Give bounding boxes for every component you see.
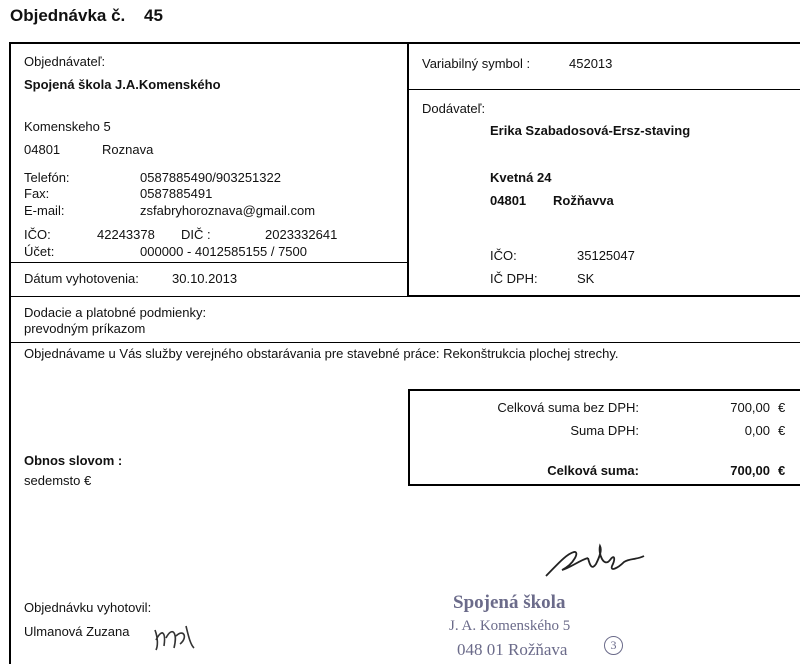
stamp-line-3: 048 01 Rožňava [457, 640, 568, 659]
grand-total-label: Celková suma: [547, 463, 639, 478]
supplier-city: Rožňavva [553, 193, 614, 208]
vat-value: 0,00 [744, 423, 770, 438]
divider-date [10, 262, 408, 263]
orderer-heading: Objednávateľ: [24, 54, 106, 69]
vat-currency: € [778, 423, 786, 438]
supplier-icdph-value: SK [577, 271, 595, 286]
issuer-signature [150, 618, 200, 654]
account-label: Účet: [24, 244, 55, 259]
orderer-ico-label: IČO: [24, 227, 51, 242]
phone-value: 0587885490/903251322 [140, 170, 281, 185]
issuer-label: Objednávku vyhotovil: [24, 600, 152, 615]
frame-left [9, 42, 11, 664]
order-number: 45 [144, 6, 163, 25]
variable-symbol-label: Variabilný symbol : [422, 56, 531, 71]
frame-top [9, 42, 800, 44]
supplier-street: Kvetná 24 [490, 170, 552, 185]
email-value: zsfabryhoroznava@gmail.com [140, 203, 316, 218]
grand-total-currency: € [778, 463, 786, 478]
supplier-heading: Dodávateľ: [422, 101, 486, 116]
divider-terms [10, 342, 800, 343]
supplier-signature [540, 540, 660, 584]
order-title [10, 6, 163, 26]
orderer-ico-value: 42243378 [97, 227, 155, 242]
net-total-value: 700,00 [730, 400, 770, 415]
order-title-label: Objednávka č. [10, 6, 126, 25]
terms-value: prevodným príkazom [24, 321, 146, 336]
orderer-name: Spojená škola J.A.Komenského [24, 77, 221, 92]
orderer-dic-label: DIČ : [181, 227, 211, 242]
supplier-icdph-label: IČ DPH: [490, 271, 538, 286]
orderer-street: Komenskeho 5 [24, 119, 111, 134]
words-value: sedemsto € [24, 473, 92, 488]
grand-total-value: 700,00 [730, 463, 770, 478]
stamp-line-1: Spojená škola [453, 592, 566, 613]
stamp-line-2: J. A. Komenského 5 [449, 618, 571, 634]
divider-orderer-bottom [10, 296, 408, 297]
orderer-city: Roznava [102, 142, 154, 157]
net-total-label: Celková suma bez DPH: [497, 400, 639, 415]
words-label: Obnos slovom : [24, 453, 123, 468]
date-label: Dátum vyhotovenia: [24, 271, 139, 286]
supplier-zip: 04801 [490, 193, 527, 208]
variable-symbol-value: 452013 [569, 56, 613, 71]
account-value: 000000 - 4012585155 / 7500 [140, 244, 307, 259]
orderer-dic-value: 2023332641 [265, 227, 338, 242]
divider-supplier-bottom [408, 295, 800, 297]
divider-variable-symbol [407, 89, 800, 90]
phone-label: Telefón: [24, 170, 70, 185]
frame-middle [407, 42, 409, 296]
order-description: Objednávame u Vás služby verejného obstarávania pre stavebné práce: Rekonštrukcia plochej strechy. [24, 346, 619, 361]
net-total-currency: € [778, 400, 786, 415]
fax-label: Fax: [24, 186, 50, 201]
orderer-zip: 04801 [24, 142, 61, 157]
vat-label: Suma DPH: [570, 423, 639, 438]
stamp-number-mark: 3 [604, 636, 623, 655]
terms-label: Dodacie a platobné podmienky: [24, 305, 207, 320]
date-value: 30.10.2013 [172, 271, 238, 286]
supplier-name: Erika Szabadosová-Ersz-staving [490, 123, 691, 138]
fax-value: 0587885491 [140, 186, 213, 201]
issuer-name: Ulmanová Zuzana [24, 624, 130, 639]
email-label: E-mail: [24, 203, 65, 218]
supplier-ico-label: IČO: [490, 248, 517, 263]
supplier-ico-value: 35125047 [577, 248, 635, 263]
